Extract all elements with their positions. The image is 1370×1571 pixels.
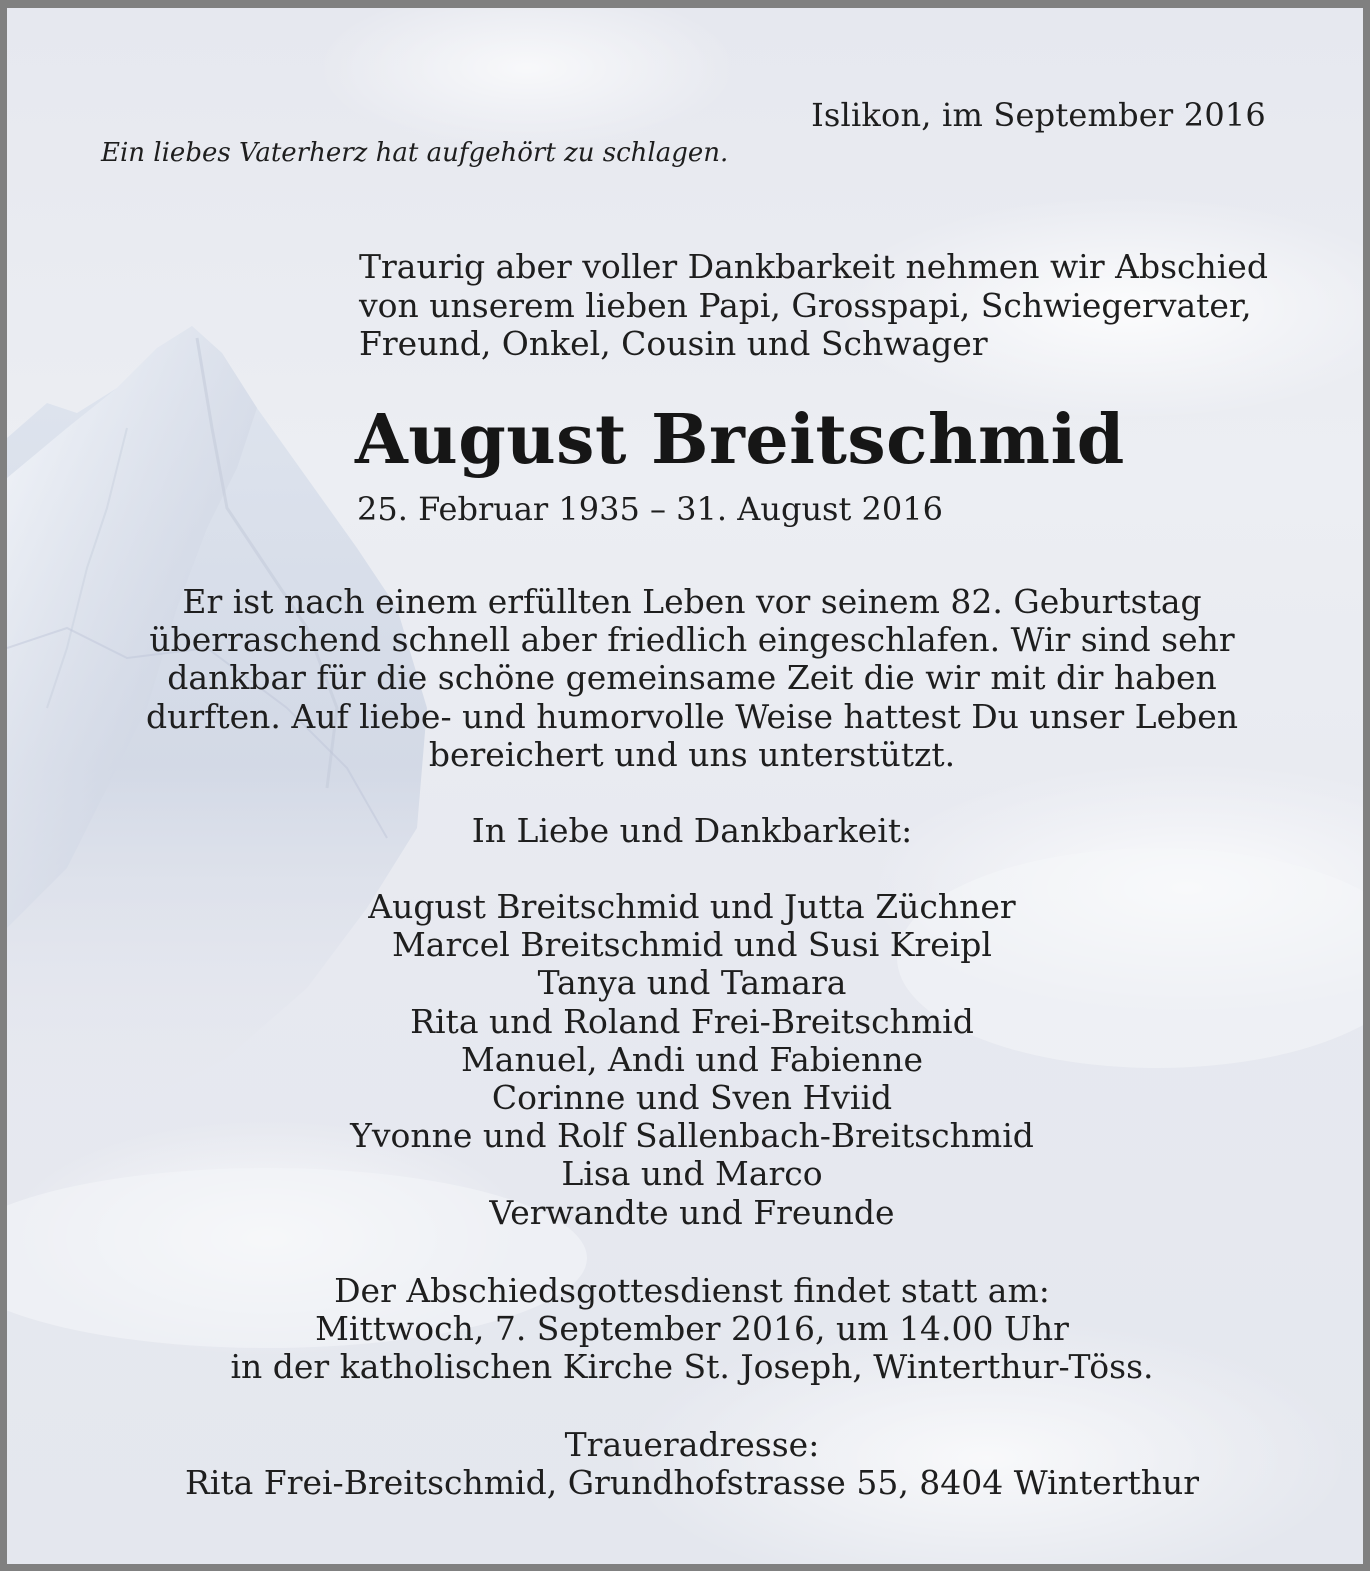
intro-line: Freund, Onkel, Cousin und Schwager xyxy=(359,324,988,363)
family-member: Corinne und Sven Hviid xyxy=(491,1078,893,1118)
family-member: Tanya und Tamara xyxy=(537,963,847,1003)
intro-line: Traurig aber voller Dankbarkeit nehmen wir Abschied xyxy=(359,247,1268,286)
address-value: Rita Frei-Breitschmid, Grundhofstrasse 55, 8404 Winterthur xyxy=(184,1463,1200,1503)
family-member: Verwandte und Freunde xyxy=(489,1192,895,1232)
family-list xyxy=(7,888,1370,1232)
message-line: bereichert und uns unterstützt. xyxy=(428,734,956,774)
family-member: Rita und Roland Frei-Breitschmid xyxy=(410,1001,974,1041)
message-paragraph xyxy=(7,583,1370,774)
service-line: Mittwoch, 7. September 2016, um 14.00 Uhr xyxy=(315,1309,1069,1349)
service-line: in der katholischen Kirche St. Joseph, Winterthur-Töss. xyxy=(230,1347,1154,1387)
mourning-address xyxy=(7,1426,1370,1502)
message-line: Er ist nach einem erfüllten Leben vor seinem 82. Geburtstag xyxy=(182,582,1202,621)
family-member: Lisa und Marco xyxy=(561,1154,823,1194)
intro-text xyxy=(359,248,1319,364)
message-line: durften. Auf liebe- und humorvolle Weise hattest Du unser Leben xyxy=(145,696,1239,736)
family-member: Manuel, Andi und Fabienne xyxy=(461,1039,923,1079)
family-member: Yvonne und Rolf Sallenbach-Breitschmid xyxy=(350,1116,1034,1156)
intro-line: von unserem lieben Papi, Grosspapi, Schwiegervater, xyxy=(359,285,1252,325)
service-info xyxy=(7,1272,1370,1387)
place-date: Islikon, im September 2016 xyxy=(811,96,1266,134)
service-line: Der Abschiedsgottesdienst findet statt am: xyxy=(334,1271,1050,1310)
message-line: überraschend schnell aber friedlich eingeschlafen. Wir sind sehr xyxy=(149,620,1235,660)
family-member: Marcel Breitschmid und Susi Kreipl xyxy=(392,925,992,965)
life-dates: 25. Februar 1935 – 31. August 2016 xyxy=(357,490,943,528)
closing-line xyxy=(7,812,1370,850)
deceased-name: August Breitschmid xyxy=(355,400,1125,480)
motto: Ein liebes Vaterherz hat aufgehört zu schlagen. xyxy=(101,138,729,168)
closing-text: In Liebe und Dankbarkeit: xyxy=(471,811,913,850)
family-member: August Breitschmid und Jutta Züchner xyxy=(368,887,1016,926)
message-line: dankbar für die schöne gemeinsame Zeit die wir mit dir haben xyxy=(167,658,1217,698)
address-label: Traueradresse: xyxy=(564,1425,820,1464)
